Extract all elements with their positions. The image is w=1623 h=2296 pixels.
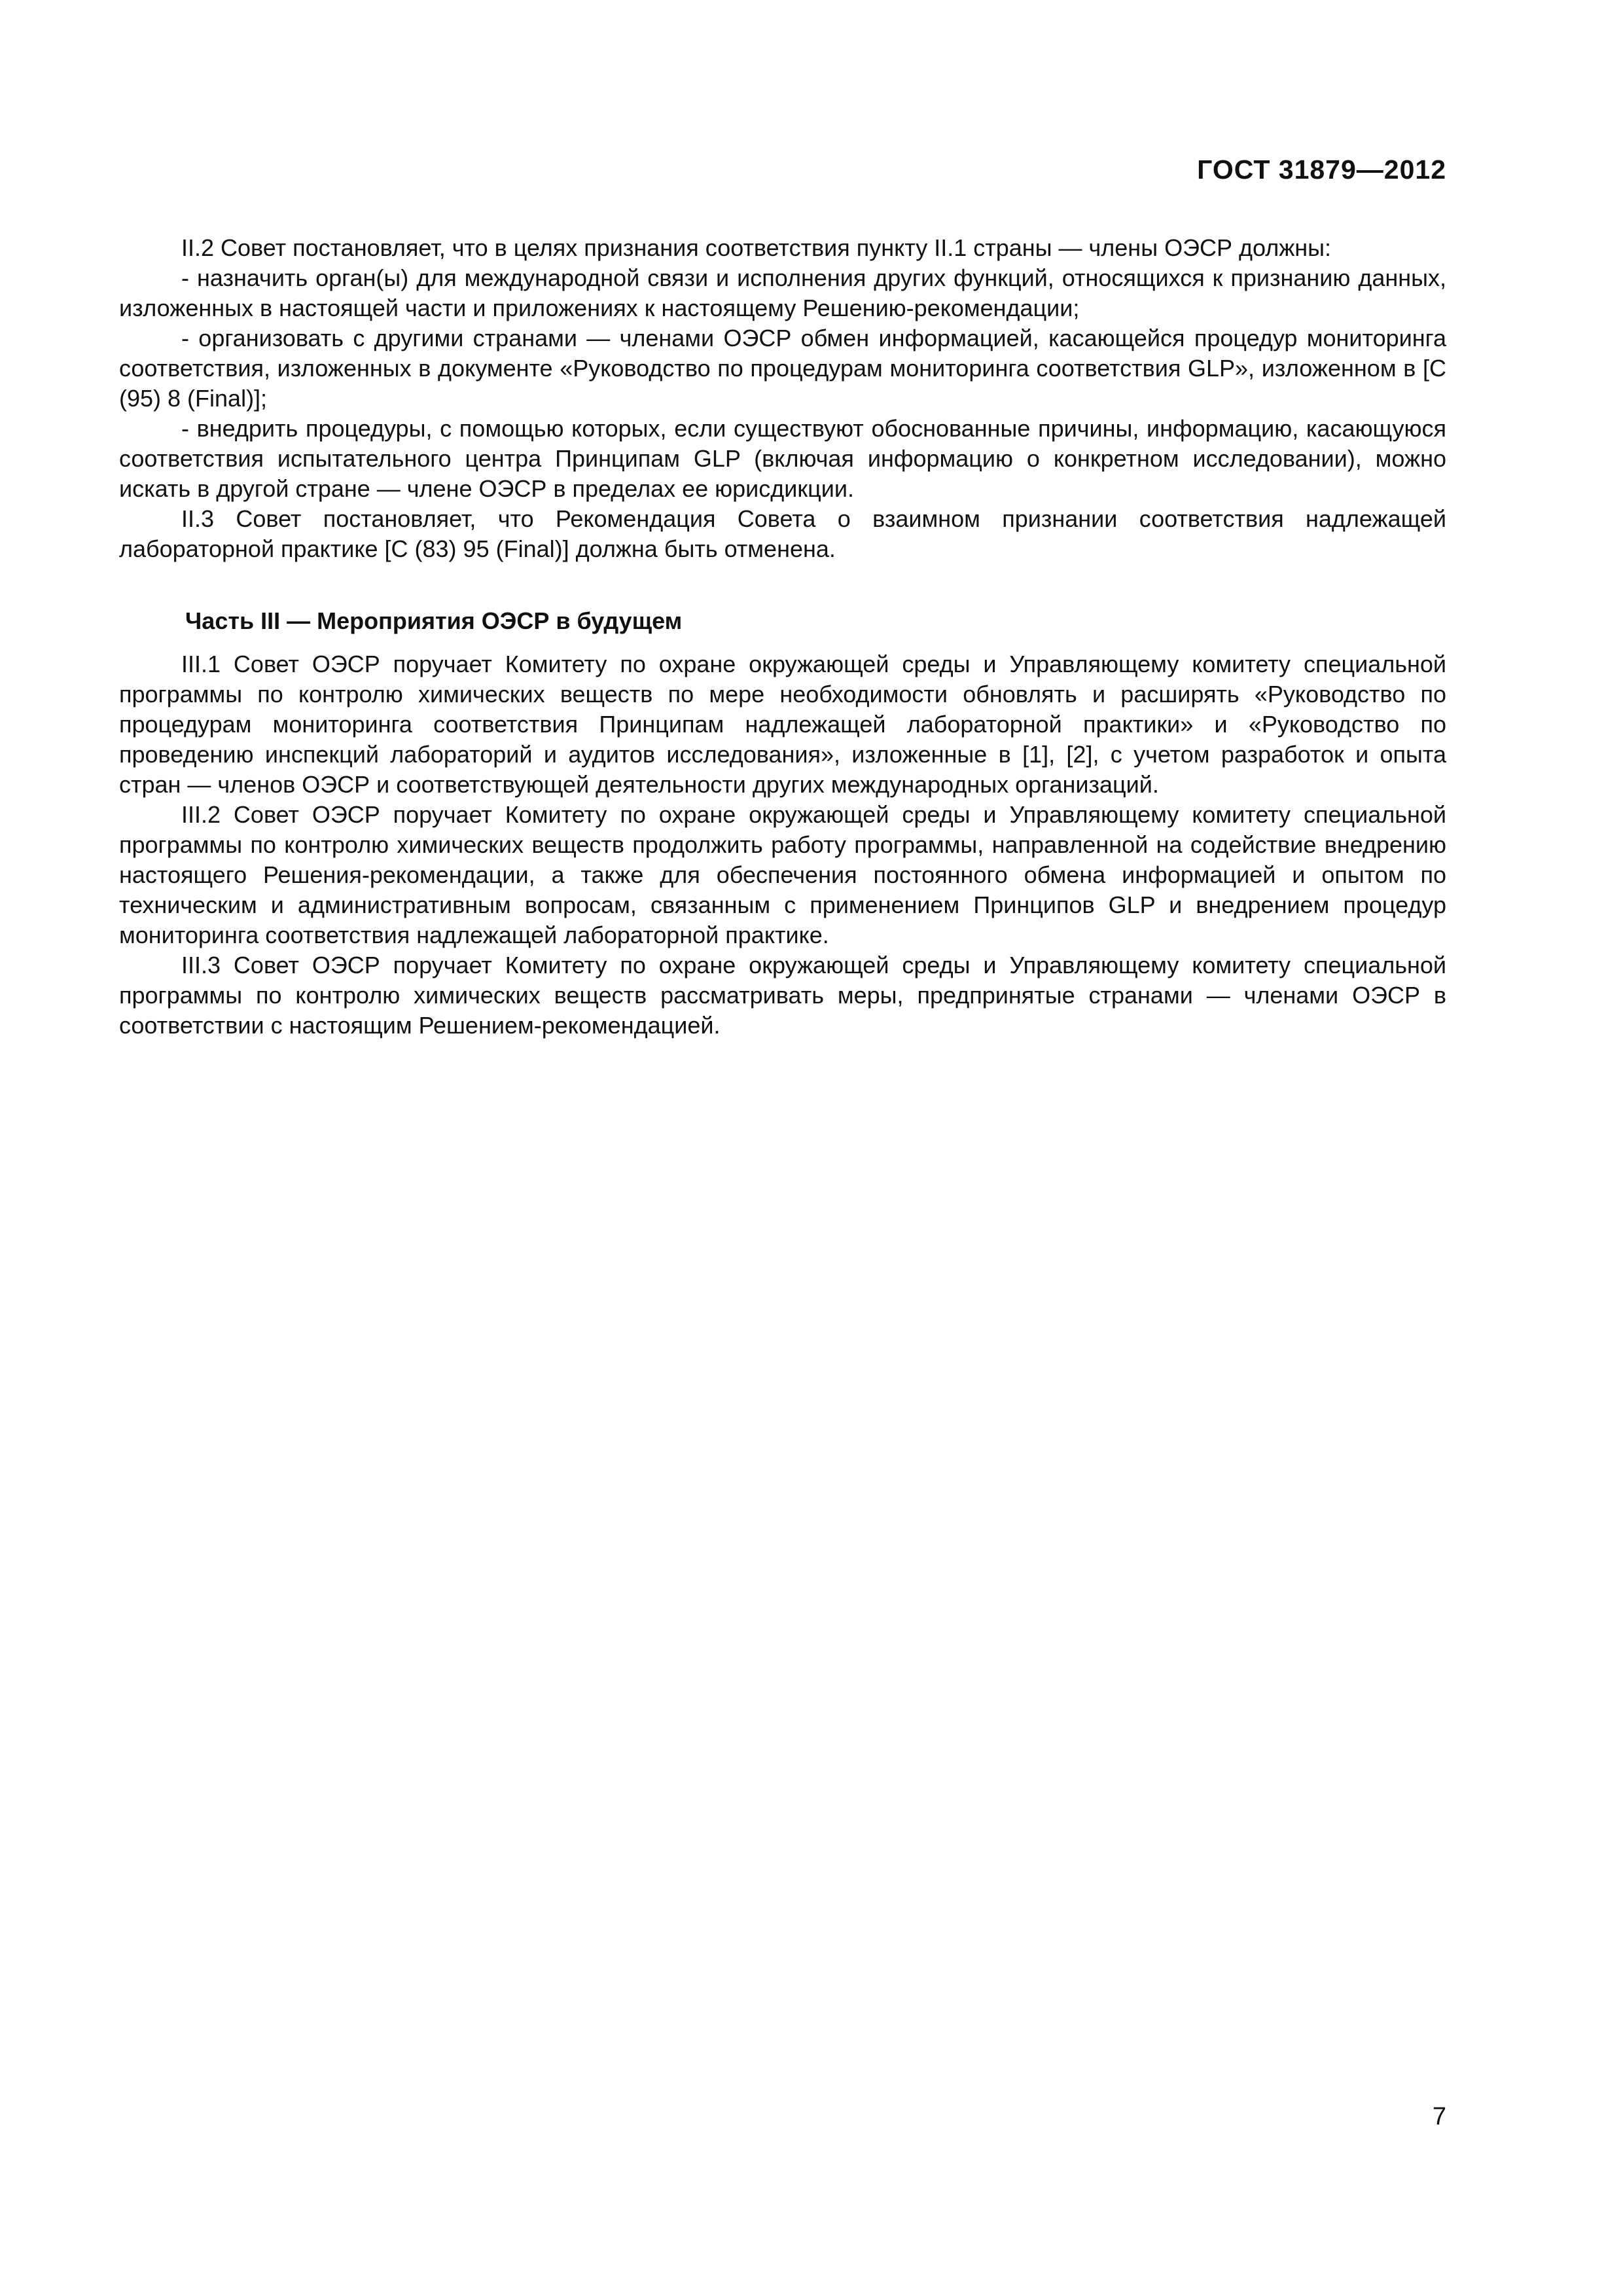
- page-number: 7: [1432, 2103, 1446, 2130]
- part-2-continuation: [119, 233, 1446, 564]
- list-item-exchange-information: - организовать с другими странами — членами ОЭСР обмен информацией, касающейся процедур мониторинга соответствия, изложенных в документе «Руководство по процедурам мониторинга соответствия GLP», изложенном в [C (95) 8 (Final)];: [119, 325, 1446, 412]
- list-item-designate-authority: - назначить орган(ы) для международной связи и исполнения других функций, относящихся к признанию данных, изложенных в настоящей части и приложениях к настоящему Решению-рекомендации;: [119, 264, 1446, 321]
- paragraph-3-3: III.3 Совет ОЭСР поручает Комитету по охране окружающей среды и Управляющему комитету специальной программы по контролю химических веществ рассматривать меры, предпринятые странами — членами ОЭСР в соответствии с настоящим Решением-рекомендацией.: [119, 952, 1446, 1039]
- paragraph-3-1: III.1 Совет ОЭСР поручает Комитету по охране окружающей среды и Управляющему комитету специальной программы по контролю химических веществ по мере необходимости обновлять и расширять «Руководство по процедурам мониторинга соответствия Принципам надлежащей лабораторной практики» и «Руководство по проведению инспекций лабораторий и аудитов исследования», изложенные в [1], [2], с учетом разработок и опыта стран — членов ОЭСР и соответствующей деятельности других международных организаций.: [119, 651, 1446, 798]
- document-body: [119, 233, 1446, 1041]
- list-item-implement-procedures: - внедрить процедуры, с помощью которых, если существуют обоснованные причины, информацию, касающуюся соответствия испытательного центра Принципам GLP (включая информацию о конкретном исследовании), можно искать в другой стране — члене ОЭСР в пределах ее юрисдикции.: [119, 415, 1446, 502]
- paragraph-2-2: II.2 Совет постановляет, что в целях признания соответствия пункту II.1 страны — члены ОЭСР должны:: [181, 234, 1332, 261]
- paragraph-2-3: II.3 Совет постановляет, что Рекомендация Совета о взаимном признании соответствия надлежащей лабораторной практике [C (83) 95 (Final)] должна быть отменена.: [119, 505, 1446, 562]
- part-3-heading: Часть III — Мероприятия ОЭСР в будущем: [185, 607, 683, 634]
- document-header-id: ГОСТ 31879—2012: [1197, 154, 1446, 185]
- part-3: [119, 606, 1446, 1041]
- paragraph-3-2: III.2 Совет ОЭСР поручает Комитету по охране окружающей среды и Управляющему комитету специальной программы по контролю химических веществ продолжить работу программы, направленной на содействие внедрению настоящего Решения-рекомендации, а также для обеспечения постоянного обмена информацией и опытом по техническим и административным вопросам, связанным с применением Принципов GLP и внедрением процедур мониторинга соответствия надлежащей лабораторной практике.: [119, 801, 1446, 948]
